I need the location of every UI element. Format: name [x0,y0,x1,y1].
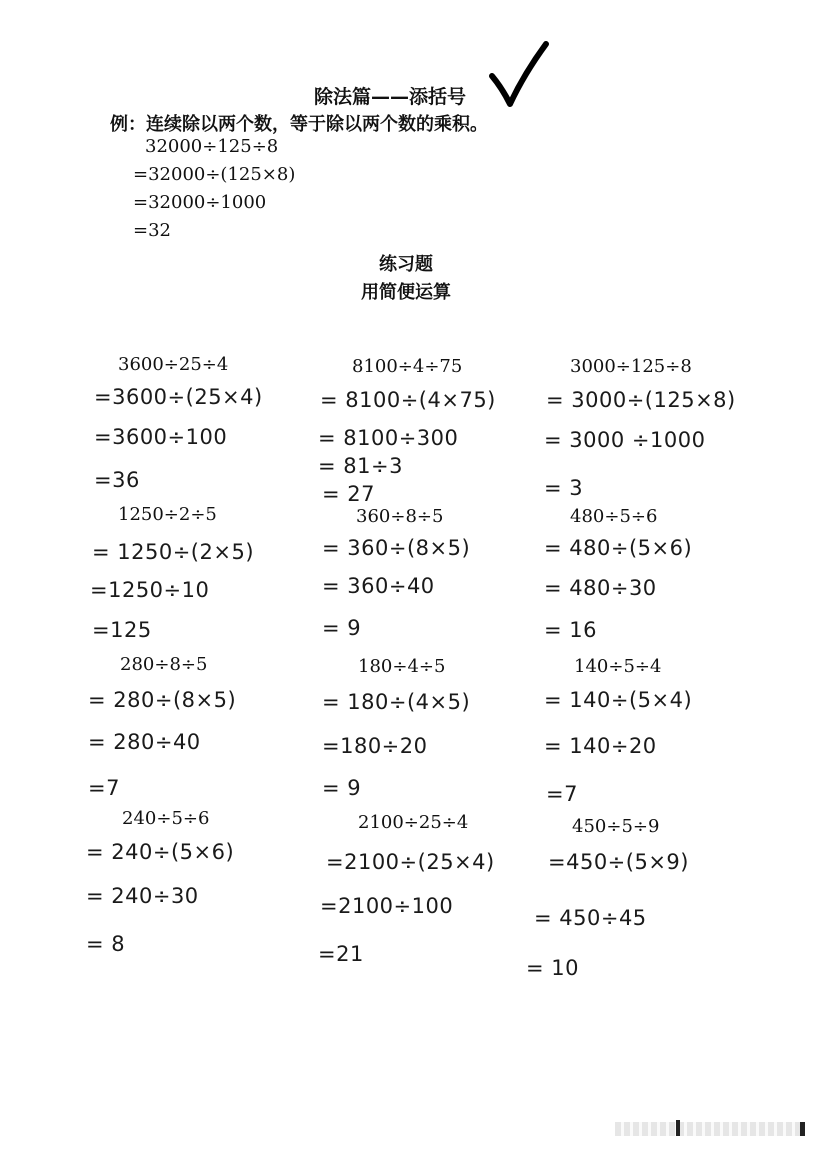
problem-question: 240÷5÷6 [122,808,210,829]
footer-bar [615,1122,805,1136]
problem-question: 140÷5÷4 [574,656,662,677]
answer-step: = 140÷(5×4) [544,688,693,712]
answer-step: = 240÷30 [86,884,199,908]
footer-tick [676,1120,680,1136]
answer-step: = 280÷(8×5) [88,688,237,712]
example-line: =32000÷(125×8) [133,164,296,185]
answer-step: =450÷(5×9) [548,850,689,874]
example-line: =32000÷1000 [133,192,267,213]
answer-step: =7 [546,782,578,806]
problem-question: 180÷4÷5 [358,656,446,677]
example-line: =32 [133,220,171,241]
problem-question: 480÷5÷6 [570,506,658,527]
answer-step: = 450÷45 [534,906,647,930]
answer-step: = 180÷(4×5) [322,690,471,714]
division-rule: 例：连续除以两个数，等于除以两个数的乘积。 [110,114,488,135]
example-line: 32000÷125÷8 [145,136,279,157]
answer-step: =125 [92,618,152,642]
answer-step: = 140÷20 [544,734,657,758]
answer-step: = 10 [526,956,579,980]
answer-step: =3600÷100 [94,425,228,449]
answer-step: = 8 [86,932,126,956]
problem-question: 3000÷125÷8 [570,356,692,377]
answer-step: = 16 [544,618,597,642]
answer-step: = 480÷(5×6) [544,536,693,560]
answer-step: =21 [318,942,364,966]
answer-step: = 9 [322,776,362,800]
answer-step: =1250÷10 [90,578,210,602]
answer-step: =36 [94,468,140,492]
checkmark-icon [488,38,550,108]
answer-step: =2100÷100 [320,894,454,918]
problem-question: 450÷5÷9 [572,816,660,837]
practice-subtitle: 用简便运算 [361,282,451,303]
worksheet-title: 除法篇——添括号 [314,86,467,108]
practice-title: 练习题 [379,254,433,275]
answer-step: =7 [88,776,120,800]
problem-question: 8100÷4÷75 [352,356,463,377]
answer-step: = 360÷40 [322,574,435,598]
answer-step: = 3 [544,476,584,500]
answer-step: = 27 [322,482,375,506]
answer-step: =3600÷(25×4) [94,385,263,409]
answer-step: = 9 [322,616,362,640]
answer-step: = 1250÷(2×5) [92,540,255,564]
answer-step: = 3000 ÷1000 [544,428,706,452]
answer-step: = 360÷(8×5) [322,536,471,560]
problem-question: 280÷8÷5 [120,654,208,675]
answer-step: = 8100÷(4×75) [320,388,496,412]
answer-step: = 3000÷(125×8) [546,388,736,412]
problem-question: 2100÷25÷4 [358,812,469,833]
problem-question: 360÷8÷5 [356,506,444,527]
answer-step: = 480÷30 [544,576,657,600]
answer-step: =2100÷(25×4) [326,850,495,874]
answer-step: = 280÷40 [88,730,201,754]
answer-step: = 81÷3 [318,454,403,478]
answer-step: = 8100÷300 [318,426,459,450]
problem-question: 3600÷25÷4 [118,354,229,375]
answer-step: = 240÷(5×6) [86,840,235,864]
answer-step: =180÷20 [322,734,428,758]
problem-question: 1250÷2÷5 [118,504,217,525]
